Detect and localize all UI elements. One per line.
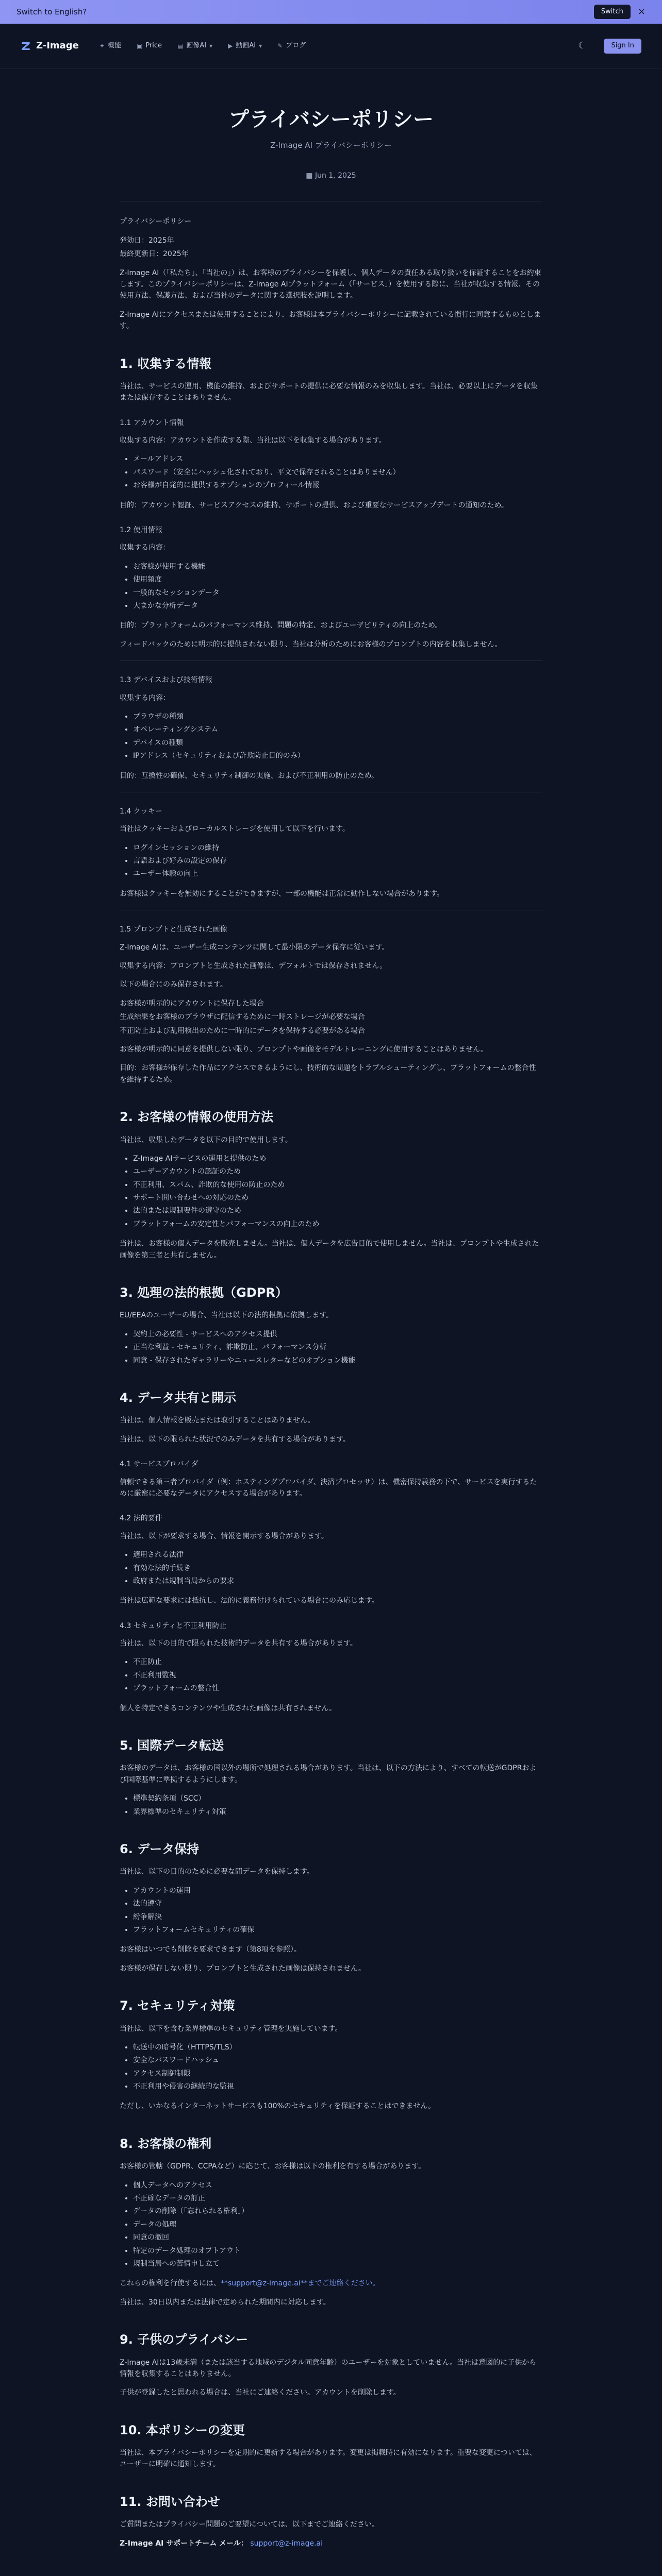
paragraph: 生成結果をお客様のブラウザに配信するために一時ストレージが必要な場合 — [120, 1013, 365, 1022]
section-heading: 4. データ共有と開示 — [120, 1391, 237, 1405]
list-item: • 紛争解決 — [133, 1911, 542, 1923]
bullet-list — [133, 1153, 542, 1230]
list-item: • 不正利用や侵害の継続的な監視 — [133, 2081, 542, 2092]
z-logo-icon — [21, 41, 31, 51]
bullet-list — [133, 1329, 542, 1366]
list-item: • メールアドレス — [133, 453, 542, 465]
list-item: • Z-Image AIサービスの運用と提供のため — [133, 1153, 542, 1164]
section-heading: 5. 国際データ転送 — [120, 1738, 224, 1753]
paragraph: お客様のデータは、お客様の国以外の場所で処理される場合があります。当社は、以下の方法により、すべての転送がGDPRおよび国際基準に準拠するようにします。 — [120, 1764, 537, 1784]
list-item: • お客様が自発的に提供するオプションのプロフィール情報 — [133, 480, 542, 491]
paragraph: 不正防止および乱用検出のために一時的にデータを保持する必要がある場合 — [120, 1026, 365, 1035]
pen-icon: ✎ — [277, 42, 283, 49]
sign-in-button[interactable]: Sign In — [604, 39, 641, 54]
list-item: • 同意 - 保存されたギャラリーやニュースレターなどのオプション機能 — [133, 1355, 542, 1366]
logo[interactable] — [21, 39, 79, 54]
bullet-list — [133, 1885, 542, 1936]
paragraph: ただし、いかなるインターネットサービスも100%のセキュリティを保証することはできません。 — [120, 2102, 436, 2111]
bullet-list — [133, 1793, 542, 1818]
nav-item-blog[interactable]: ✎ ブログ — [277, 41, 306, 52]
section-heading: 2. お客様の情報の使用方法 — [120, 1110, 274, 1125]
list-item: • 不正利用監視 — [133, 1670, 542, 1681]
paragraph: プライバシーポリシー — [120, 217, 192, 226]
list-item: • 不正確なデータの訂正 — [133, 2193, 542, 2204]
rights-email-link[interactable]: **support@z-image.ai**までご連絡ください。 — [221, 2279, 380, 2288]
page-title: プライバシーポリシー — [228, 108, 434, 131]
list-item: • 転送中の暗号化（HTTPS/TLS） — [133, 2042, 542, 2053]
list-item: • アカウントの運用 — [133, 1885, 542, 1896]
paragraph: 当社は、サービスの運用、機能の維持、およびサポートの提供に必要な情報のみを収集します。当社は、必要以上にデータを収集または保存することはありません。 — [120, 382, 538, 402]
paragraph: お客様が明示的にアカウントに保存した場合 — [120, 999, 264, 1008]
nav-item-price[interactable]: ▣ Price — [137, 41, 162, 52]
close-icon[interactable]: × — [637, 6, 646, 17]
subsection-heading: 1.1 アカウント情報 — [120, 418, 184, 427]
subsection-heading: 1.2 使用情報 — [120, 526, 162, 535]
paragraph: 当社は、以下が要求する場合、情報を開示する場合があります。 — [120, 1532, 328, 1540]
section-heading: 7. セキュリティ対策 — [120, 1998, 235, 2013]
paragraph: Z-Image AIは、ユーザー生成コンテンツに関して最小限のデータ保存に従います。 — [120, 943, 389, 952]
subsection-heading: 4.3 セキュリティと不正利用防止 — [120, 1621, 227, 1630]
paragraph: Z-Image AIは13歳未満（または該当する地域のデジタル同意年齢）のユーザーを対象としていません。当社は意図的に子供から情報を収集することはありません。 — [120, 2358, 537, 2378]
list-item: • 正当な利益 - セキュリティ、詐欺防止、パフォーマンス分析 — [133, 1342, 542, 1353]
list-item: • オペレーティングシステム — [133, 724, 542, 735]
paragraph: 信頼できる第三者プロバイダ（例：ホスティングプロバイダ、決済プロセッサ）は、機密保持義務の下で、サービスを実行するために厳密に必要なデータにアクセスする場合があります。 — [120, 1478, 537, 1498]
paragraph: 収集する内容： — [120, 544, 170, 552]
paragraph: お客様はクッキーを無効にすることができますが、一部の機能は正常に動作しない場合があります。 — [120, 889, 444, 898]
banner-text: Switch to English? — [16, 7, 87, 16]
list-item: • 適用される法律 — [133, 1549, 542, 1561]
bullet-list — [133, 1656, 542, 1694]
price-icon: ▣ — [136, 42, 143, 49]
list-item: • 政府または規制当局からの要求 — [133, 1575, 542, 1587]
bullet-list — [133, 561, 542, 612]
section-heading: 3. 処理の法的根拠（GDPR） — [120, 1285, 288, 1300]
contact-line: Z-Image AI サポートチーム メール： support@z-image.ai — [120, 2539, 323, 2548]
subsection-heading: 1.3 デバイスおよび技術情報 — [120, 676, 212, 685]
paragraph: 収集する内容：アカウントを作成する際、当社は以下を収集する場合があります。 — [120, 436, 386, 445]
paragraph: お客様が明示的に同意を提供しない限り、プロンプトや画像をモデルトレーニングに使用することはありません。 — [120, 1045, 488, 1054]
section-heading: 8. お客様の権利 — [120, 2136, 212, 2151]
paragraph: Z-Image AIにアクセスまたは使用することにより、お客様は本プライバシーポリシーに記載されている慣行に同意するものとします。 — [120, 310, 541, 331]
list-item: • デバイスの種類 — [133, 737, 542, 749]
list-item: • 標準契約条項（SCC） — [133, 1793, 542, 1804]
list-item: • IPアドレス（セキュリティおよび詐欺防止目的のみ） — [133, 750, 542, 761]
list-item: • 同意の撤回 — [133, 2232, 542, 2243]
logo-text: Z-Image — [36, 40, 79, 52]
list-item: • 言語および好みの設定の保存 — [133, 855, 542, 867]
list-item: • 特定のデータ処理のオプトアウト — [133, 2245, 542, 2257]
paragraph: 収集する内容：プロンプトと生成された画像は、デフォルトでは保存されません。 — [120, 962, 387, 971]
bullet-list — [133, 453, 542, 491]
site-header — [0, 24, 662, 69]
list-item: • 使用頻度 — [133, 574, 542, 585]
list-item: • 安全なパスワードハッシュ — [133, 2055, 542, 2066]
list-item: • 法的または規制要件の遵守のため — [133, 1205, 542, 1216]
list-item: • データの削除（「忘れられる権利」） — [133, 2206, 542, 2217]
list-item: • 有効な法的手続き — [133, 1563, 542, 1574]
section-heading: 6. データ保持 — [120, 1841, 200, 1856]
image-icon: ▤ — [177, 42, 184, 49]
list-item: • 契約上の必要性 - サービスへのアクセス提供 — [133, 1329, 542, 1340]
main-nav — [100, 41, 306, 52]
paragraph: 子供が登録したと思われる場合は、当社にご連絡ください。アカウントを削除します。 — [120, 2388, 401, 2397]
paragraph: 当社はクッキーおよびローカルストレージを使用して以下を行います。 — [120, 825, 350, 834]
paragraph: 発効日：2025年 — [120, 236, 174, 245]
paragraph: 当社は、個人情報を販売または取引することはありません。 — [120, 1416, 315, 1425]
theme-toggle-icon[interactable]: ☾ — [578, 40, 587, 52]
list-item: • ログインセッションの維持 — [133, 842, 542, 854]
subsection-heading: 4.1 サービスプロバイダ — [120, 1460, 198, 1469]
list-item: • 不正防止 — [133, 1656, 542, 1668]
bullet-list — [133, 1549, 542, 1587]
list-item: • アクセス制御制限 — [133, 2068, 542, 2079]
list-item: • 不正利用、スパム、詐欺的な使用の防止のため — [133, 1179, 542, 1191]
list-item: • 規制当局への苦情申し立て — [133, 2258, 542, 2269]
paragraph: 当社は、以下を含む業界標準のセキュリティ管理を実施しています。 — [120, 2024, 342, 2033]
divider — [120, 660, 542, 661]
language-banner — [0, 0, 662, 24]
page-subtitle: Z-Image AI プライバシーポリシー — [270, 141, 392, 150]
nav-item-video-ai[interactable]: ▶ 動画AI ▾ — [228, 41, 262, 52]
list-item: • サポート問い合わせへの対応のため — [133, 1192, 542, 1204]
paragraph: 当社は広範な要求には抵抗し、法的に義務付けられている場合にのみ応じます。 — [120, 1597, 379, 1605]
paragraph: 収集する内容： — [120, 693, 170, 702]
chevron-down-icon: ▾ — [209, 42, 213, 49]
paragraph: 以下の場合にのみ保存されます。 — [120, 980, 227, 989]
paragraph: ご質問またはプライバシー問題のご要望については、以下までご連絡ください。 — [120, 2520, 379, 2529]
nav-item-image-ai[interactable]: ▤ 画像AI ▾ — [177, 41, 212, 52]
sparkle-icon: ✦ — [99, 42, 105, 49]
publish-date: ▦ Jun 1, 2025 — [306, 172, 356, 180]
list-item: • プラットフォームセキュリティの確保 — [133, 1924, 542, 1936]
nav-item-features[interactable]: ✦ 機能 — [100, 41, 121, 52]
list-item: • 大まかな分析データ — [133, 600, 542, 612]
bullet-list — [133, 2180, 542, 2270]
paragraph: 当社は、以下の限られた状況でのみデータを共有する場合があります。 — [120, 1435, 350, 1444]
paragraph: Z-Image AI（「私たち」、「当社の」）は、お客様のプライバシーを保護し、個人データの責任ある取り扱いを保証することをお約束します。このプライバシーポリシーは、Z-Image AIプラットフォーム（「サービス」）を使用する際に、当社が収集する情報、その使用方法、保護方法、および当社のデータに関する選択肢を説明します。 — [120, 268, 541, 300]
section-heading: 1. 収集する情報 — [120, 356, 212, 371]
paragraph: お客様はいつでも削除を要求できます（第8項を参照）。 — [120, 1945, 301, 1954]
video-icon: ▶ — [228, 42, 233, 49]
list-item: • ユーザーアカウントの認証のため — [133, 1166, 542, 1177]
policy-body — [120, 216, 542, 2530]
switch-language-button[interactable]: Switch — [594, 5, 631, 20]
section-heading: 11. お問い合わせ — [120, 2494, 220, 2509]
calendar-icon: ▦ — [306, 172, 315, 180]
subsection-heading: 1.4 クッキー — [120, 807, 162, 816]
paragraph: 目的：アカウント認証、サービスアクセスの維持、サポートの提供、および重要なサービスアップデートの通知のため。 — [120, 501, 508, 510]
paragraph: 最終更新日：2025年 — [120, 250, 189, 259]
paragraph: お客様が保存しない限り、プロンプトと生成された画像は保持されません。 — [120, 1964, 366, 1973]
list-item: • ユーザー体験の向上 — [133, 868, 542, 879]
paragraph: 当社は、お客様の個人データを販売しません。当社は、個人データを広告目的で使用しません。当社は、プロンプトや生成された画像を第三者と共有しません。 — [120, 1240, 539, 1260]
bullet-list — [133, 711, 542, 762]
list-item: • 法的遵守 — [133, 1898, 542, 1909]
bullet-list — [133, 2042, 542, 2093]
paragraph: 当社は、収集したデータを以下の目的で使用します。 — [120, 1136, 292, 1144]
chevron-down-icon: ▾ — [259, 42, 262, 49]
bullet-list — [133, 842, 542, 880]
list-item: • 個人データへのアクセス — [133, 2180, 542, 2191]
support-email-link[interactable]: support@z-image.ai — [250, 2539, 323, 2548]
paragraph: 目的：お客様が保存した作品にアクセスできるようにし、技術的な問題をトラブルシューティングし、プラットフォームの整合性を維持するため。 — [120, 1064, 536, 1084]
paragraph: EU/EEAのユーザーの場合、当社は以下の法的根拠に依拠します。 — [120, 1311, 333, 1320]
paragraph: 目的：プラットフォームのパフォーマンス維持、問題の特定、およびユーザビリティの向上のため。 — [120, 621, 442, 630]
paragraph: 当社は、以下の目的で限られた技術的データを共有する場合があります。 — [120, 1639, 357, 1648]
list-item: • プラットフォームの整合性 — [133, 1683, 542, 1694]
paragraph: フィードバックのために明示的に提供されない限り、当社は分析のためにお客様のプロンプトの内容を収集しません。 — [120, 640, 502, 649]
paragraph: お客様の管轄（GDPR、CCPAなど）に応じて、お客様は以下の権利を有する場合があります。 — [120, 2162, 426, 2171]
list-item: • 業界標準のセキュリティ対策 — [133, 1806, 542, 1818]
paragraph: 個人を特定できるコンテンツや生成された画像は共有されません。 — [120, 1704, 337, 1713]
subsection-heading: 4.2 法的要件 — [120, 1514, 162, 1523]
paragraph: 当社は、本プライバシーポリシーを定期的に更新する場合があります。変更は掲載時に有効になります。重要な変更については、ユーザーに明確に通知します。 — [120, 2449, 537, 2469]
list-item: • ブラウザの種類 — [133, 711, 542, 722]
paragraph: 当社は、30日以内または法律で定められた期間内に対応します。 — [120, 2298, 330, 2307]
list-item: • パスワード（安全にハッシュ化されており、平文で保存されることはありません） — [133, 467, 542, 478]
main-content — [120, 69, 542, 2549]
list-item: • プラットフォームの安定性とパフォーマンスの向上のため — [133, 1218, 542, 1230]
section-heading: 9. 子供のプライバシー — [120, 2332, 248, 2347]
subsection-heading: 1.5 プロンプトと生成された画像 — [120, 925, 227, 934]
list-item: • 一般的なセッションデータ — [133, 587, 542, 599]
list-item: • お客様が使用する機能 — [133, 561, 542, 572]
paragraph: 当社は、以下の目的のために必要な間データを保持します。 — [120, 1868, 314, 1876]
paragraph: これらの権利を行使するには、**support@z-image.ai**までご連絡ください。 — [120, 2279, 380, 2288]
paragraph: 目的：互換性の確保、セキュリティ制御の実施、および不正利用の防止のため。 — [120, 771, 379, 780]
list-item: • データの処理 — [133, 2219, 542, 2230]
section-heading: 10. 本ポリシーの変更 — [120, 2422, 245, 2437]
